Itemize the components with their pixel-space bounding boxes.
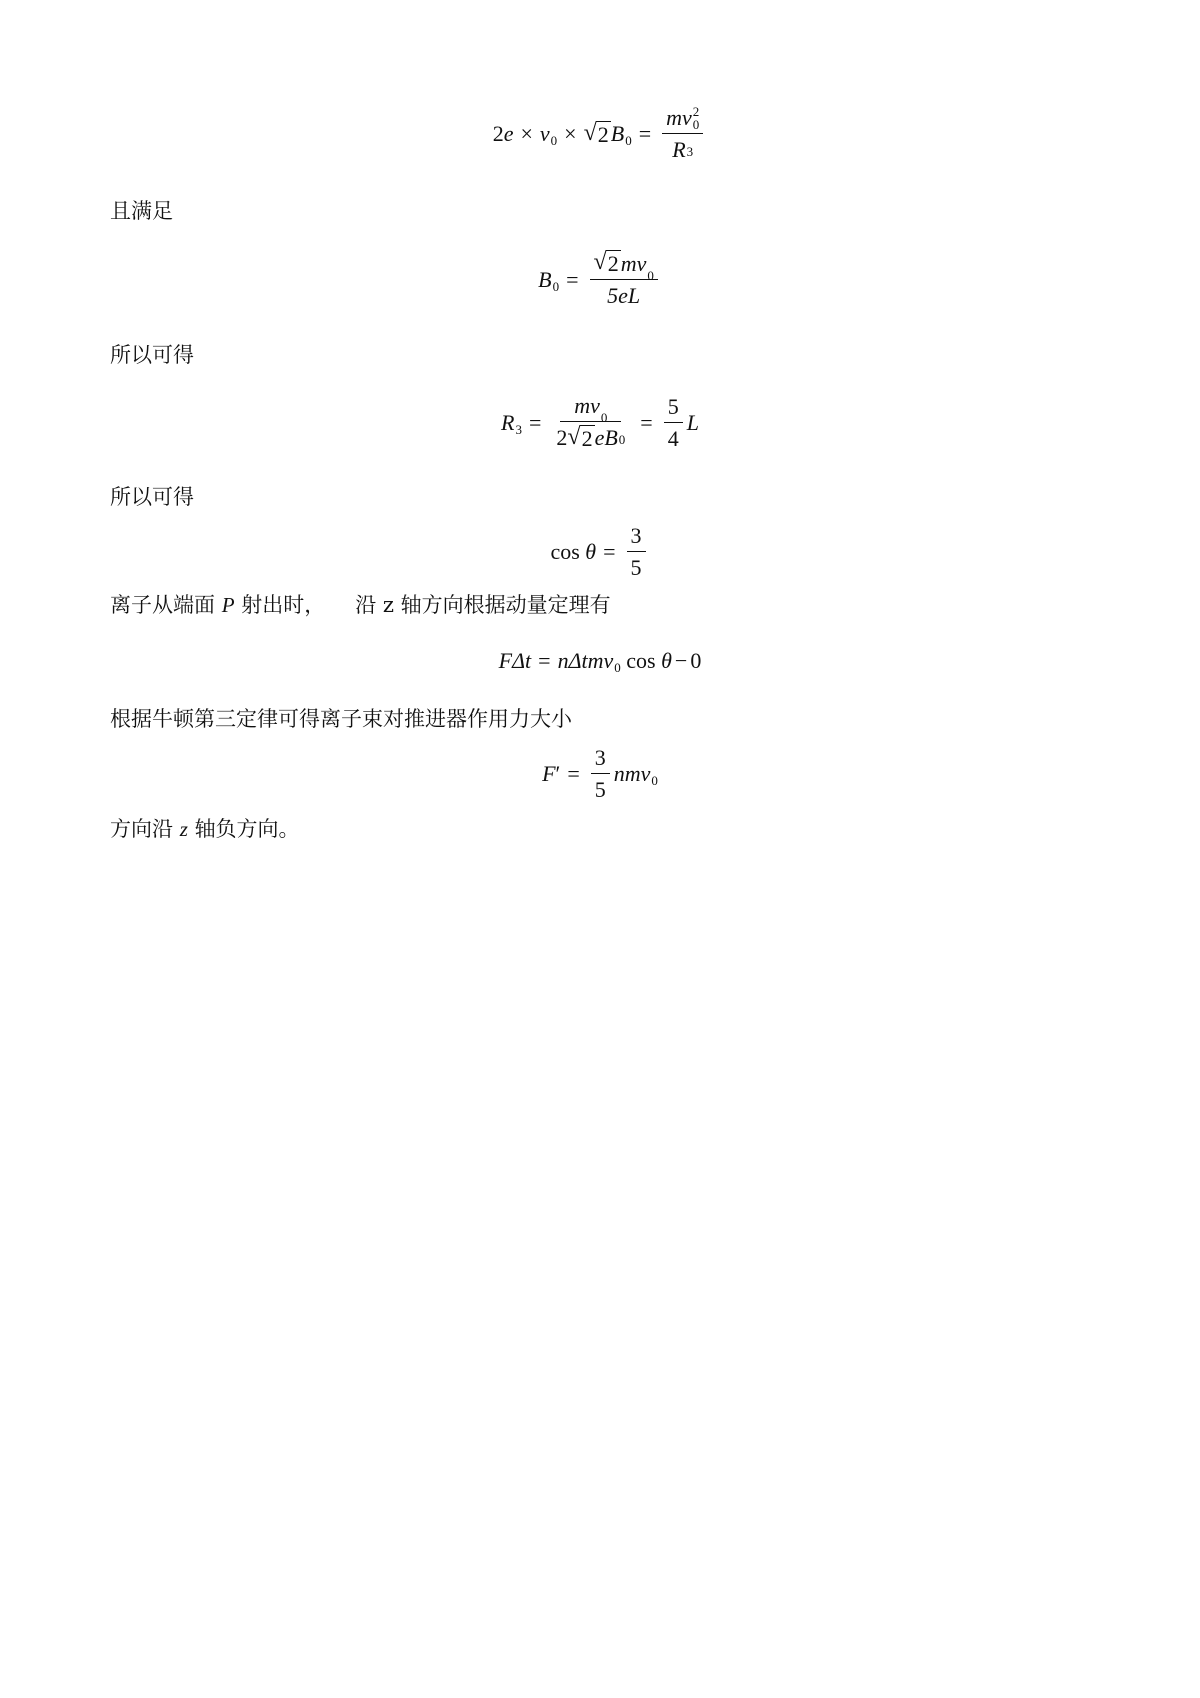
equation-1-math (493, 105, 708, 163)
equation-R3 (0, 393, 1200, 452)
equation-5-math (499, 648, 702, 674)
eq4-cos: cos (550, 539, 580, 564)
eq1-num-v: v (682, 105, 692, 130)
eq1-v: v (539, 121, 550, 146)
equation-B0 (0, 250, 1200, 309)
equation-thrust (0, 745, 1200, 803)
eq3-den-two: 2 (556, 425, 568, 450)
equation-3-math (501, 393, 699, 452)
eq1-B: B (610, 121, 625, 146)
eq5-zero: 0 (690, 648, 702, 673)
eq1-coefficient: 2 (492, 121, 504, 146)
eq4-equals: = (603, 539, 616, 564)
eq6-F: F (542, 761, 556, 786)
eq2-equals: = (566, 266, 579, 292)
eq5-minus: − (674, 648, 688, 673)
eq3-frac2-num: 5 (667, 393, 679, 419)
eq5-theta: θ (661, 648, 672, 673)
text-therefore-2: 所以可得 (110, 485, 194, 509)
eq5-n: n (557, 648, 569, 673)
eq1-den-R: R (672, 137, 686, 162)
equation-6-math (542, 745, 658, 803)
eq1-den-sub: 3 (686, 144, 694, 159)
equation-2-math (538, 250, 662, 309)
eq2-den: 5eL (607, 283, 641, 308)
text-direction-z: z (179, 817, 188, 841)
eq3-equals-1: = (528, 409, 542, 435)
eq3-fraction-1 (552, 393, 629, 452)
text-ion-exit-part2: 射出时， (241, 593, 326, 617)
eq6-fraction (591, 745, 610, 803)
eq3-frac2-den: 4 (667, 425, 679, 451)
eq3-R-sub: 3 (515, 421, 522, 437)
eq4-fraction (627, 523, 646, 581)
eq2-B: B (538, 266, 552, 292)
eq2-sqrt: √ 2 (593, 249, 619, 276)
text-ion-exit (110, 592, 611, 618)
eq5-cos: cos (626, 648, 656, 673)
eq6-den: 5 (594, 777, 606, 802)
eq2-num-sub: 0 (647, 268, 654, 283)
eq5-v: v (603, 648, 614, 673)
eq4-num: 3 (630, 523, 642, 548)
eq6-nm: nm (613, 761, 641, 786)
eq4-theta: θ (585, 539, 597, 564)
eq5-equals: = (538, 648, 551, 673)
eq1-times-2: × (564, 121, 577, 146)
text-ion-exit-part1: 离子从端面 (110, 593, 215, 617)
text-newton-third-law: 根据牛顿第三定律可得离子束对推进器作用力大小 (110, 707, 572, 731)
eq3-den-eB: eB (594, 425, 618, 450)
eq1-fraction (662, 105, 703, 163)
equation-momentum (0, 648, 1200, 674)
eq3-den-sub: 0 (618, 432, 626, 447)
eq2-sqrt-arg: 2 (607, 251, 619, 276)
eq3-sqrt-arg: 2 (581, 426, 593, 451)
equation-force-balance (0, 105, 1200, 163)
eq2-B-sub: 0 (552, 278, 560, 294)
text-therefore-1: 所以可得 (110, 343, 194, 367)
eq3-L: L (686, 409, 699, 435)
eq5-v-sub: 0 (614, 660, 621, 675)
eq1-B-sub: 0 (625, 133, 632, 148)
eq1-v-sub: 0 (550, 133, 558, 148)
text-ion-exit-P: P (221, 593, 235, 617)
eq1-times-1: × (520, 121, 533, 146)
eq5-F: F (498, 648, 513, 673)
eq4-den: 5 (630, 555, 642, 580)
eq1-equals: = (638, 121, 652, 146)
eq3-num-mv: mv (574, 393, 600, 418)
eq3-equals-2: = (640, 409, 653, 435)
eq2-fraction (590, 250, 658, 309)
eq3-fraction-2 (664, 394, 683, 452)
eq3-R: R (501, 409, 515, 435)
eq1-sqrt-arg: 2 (597, 121, 609, 147)
eq1-e: e (503, 121, 514, 146)
eq1-num-sup: 2 (692, 104, 700, 119)
text-direction-part1: 方向沿 (110, 817, 173, 841)
eq6-v: v (640, 761, 651, 786)
eq3-num-sub: 0 (600, 410, 608, 425)
eq1-num-sub: 0 (692, 117, 700, 132)
equation-4-math (550, 523, 649, 581)
eq6-equals: = (567, 761, 580, 786)
eq1-sqrt: √ 2 (583, 119, 609, 147)
text-direction-part2: 轴负方向。 (194, 817, 300, 841)
eq3-sqrt: √ 2 (567, 424, 593, 451)
eq5-delta-t: Δt (512, 648, 532, 673)
eq5-delta-tm: Δtm (568, 648, 604, 673)
equation-cos-theta (0, 523, 1200, 581)
eq1-num-m: m (666, 105, 683, 130)
text-and-satisfy: 且满足 (110, 199, 173, 223)
text-ion-exit-part3: 沿 z 轴方向根据动量定理有 (355, 593, 611, 617)
text-direction (110, 816, 300, 842)
eq6-prime: ′ (555, 761, 561, 786)
eq6-num: 3 (594, 745, 606, 770)
eq6-v-sub: 0 (651, 773, 658, 788)
eq2-num-mv: mv (620, 251, 647, 276)
